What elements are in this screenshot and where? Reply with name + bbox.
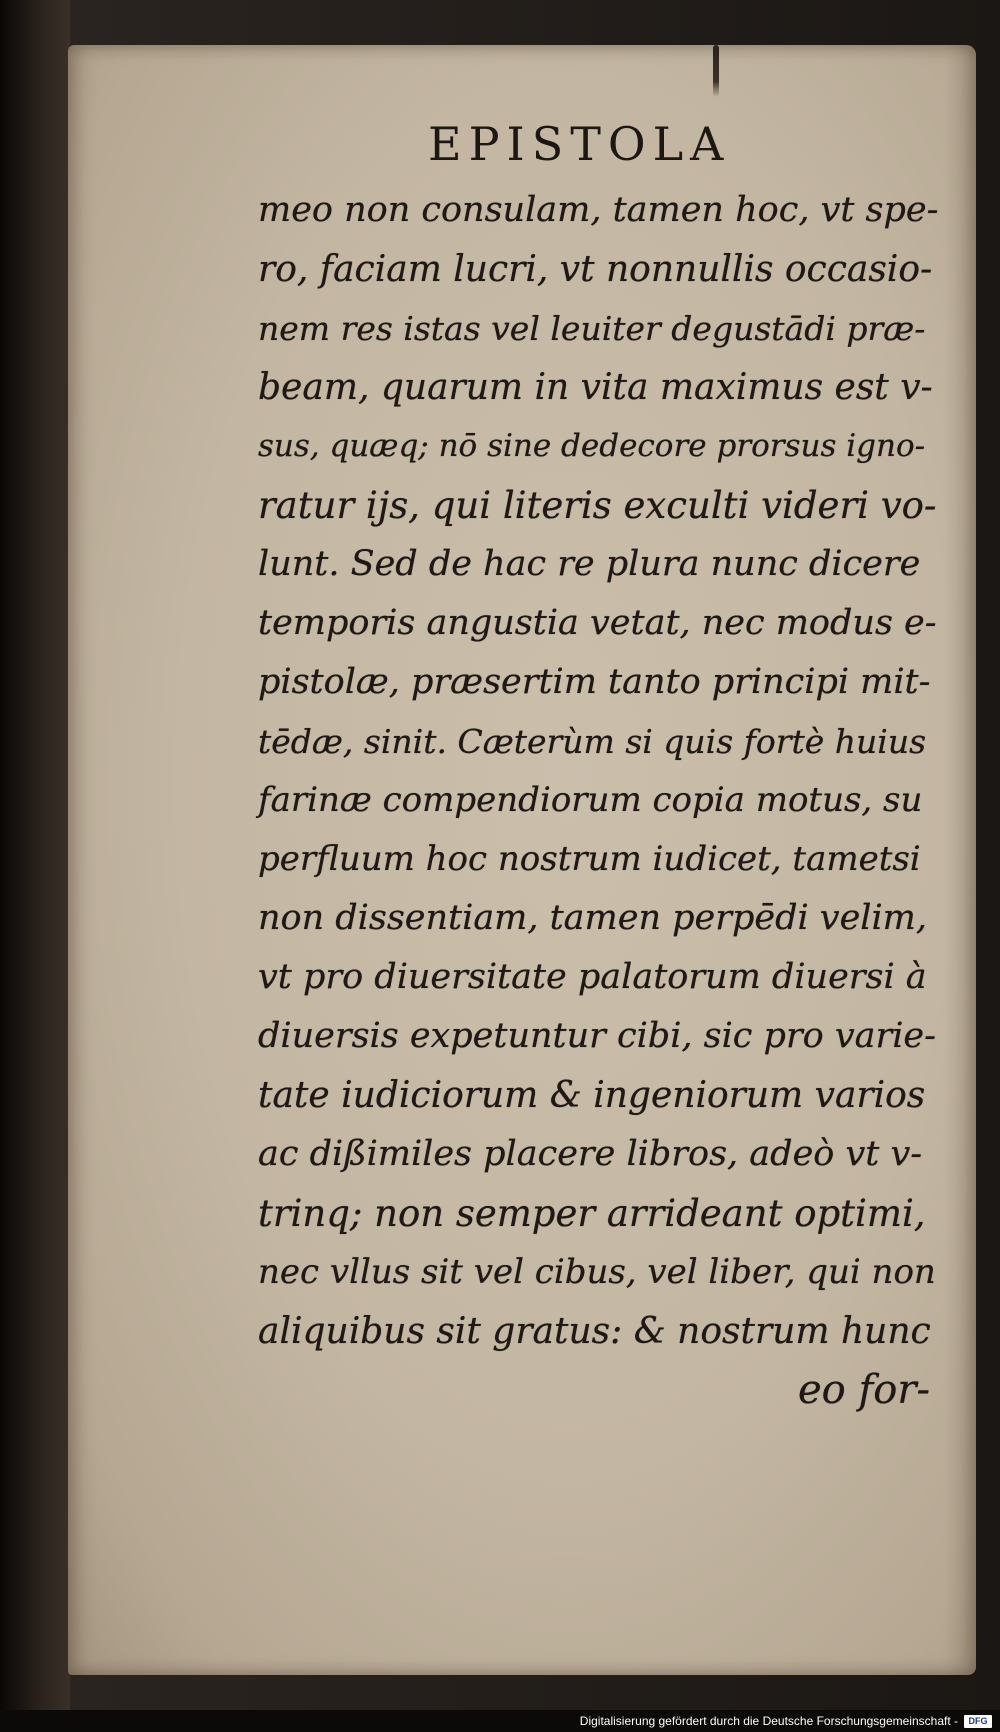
text-line: ac dißimiles placere libros, adeò vt v- (258, 1134, 923, 1174)
text-line: ro, faciam lucri, vt nonnullis occasio- (258, 249, 933, 290)
text-line: meo non consulam, tamen hoc, vt spe- (258, 190, 939, 230)
binding-thread-mark (713, 45, 719, 97)
text-line: temporis angustia vetat, nec modus e- (258, 603, 937, 643)
text-line: farinæ compendiorum copia motus, su (258, 780, 923, 820)
book-page (68, 45, 976, 1675)
text-line: perfluum hoc nostrum iudicet, tametsi (258, 839, 921, 879)
text-line: tate iudiciorum & ingeniorum varios (258, 1075, 926, 1116)
running-head: EPISTOLA (428, 117, 731, 171)
text-line: lunt. Sed de hac re plura nunc dicere (258, 544, 921, 584)
text-line: non dissentiam, tamen perpēdi velim, (258, 898, 927, 938)
text-line: tēdæ, sinit. Cæterùm si quis fortè huius (258, 722, 927, 761)
text-line: nec vllus sit vel cibus, vel liber, qui non (258, 1252, 936, 1292)
text-line: aliquibus sit gratus: & nostrum hunc (258, 1311, 931, 1352)
text-line: sus, quæq; nō sine dedecore prorsus igno- (258, 428, 926, 464)
text-line: pistolæ, præsertim tanto principi mit- (258, 662, 931, 702)
text-line: diuersis expetuntur cibi, sic pro varie- (258, 1016, 936, 1056)
dfg-logo-icon: DFG (964, 1715, 992, 1728)
text-line: vt pro diuersitate palatorum diuersi à (258, 957, 927, 997)
text-line: trinq; non semper arrideant optimi, (258, 1192, 926, 1235)
funding-credit: Digitalisierung gefördert durch die Deutsche Forschungsgemeinschaft - (579, 1714, 958, 1728)
page-edge-shadow (944, 45, 976, 1675)
text-line: beam, quarum in vita maximus est v- (258, 367, 933, 408)
body-text (258, 181, 938, 1420)
text-line: nem res istas vel leuiter degustādi præ- (258, 309, 926, 348)
text-line: ratur ijs, qui literis exculti videri vo- (258, 484, 937, 527)
catchword: eo for- (798, 1367, 930, 1413)
book-binding-edge (0, 0, 70, 1732)
digitization-footer (0, 1710, 1000, 1732)
